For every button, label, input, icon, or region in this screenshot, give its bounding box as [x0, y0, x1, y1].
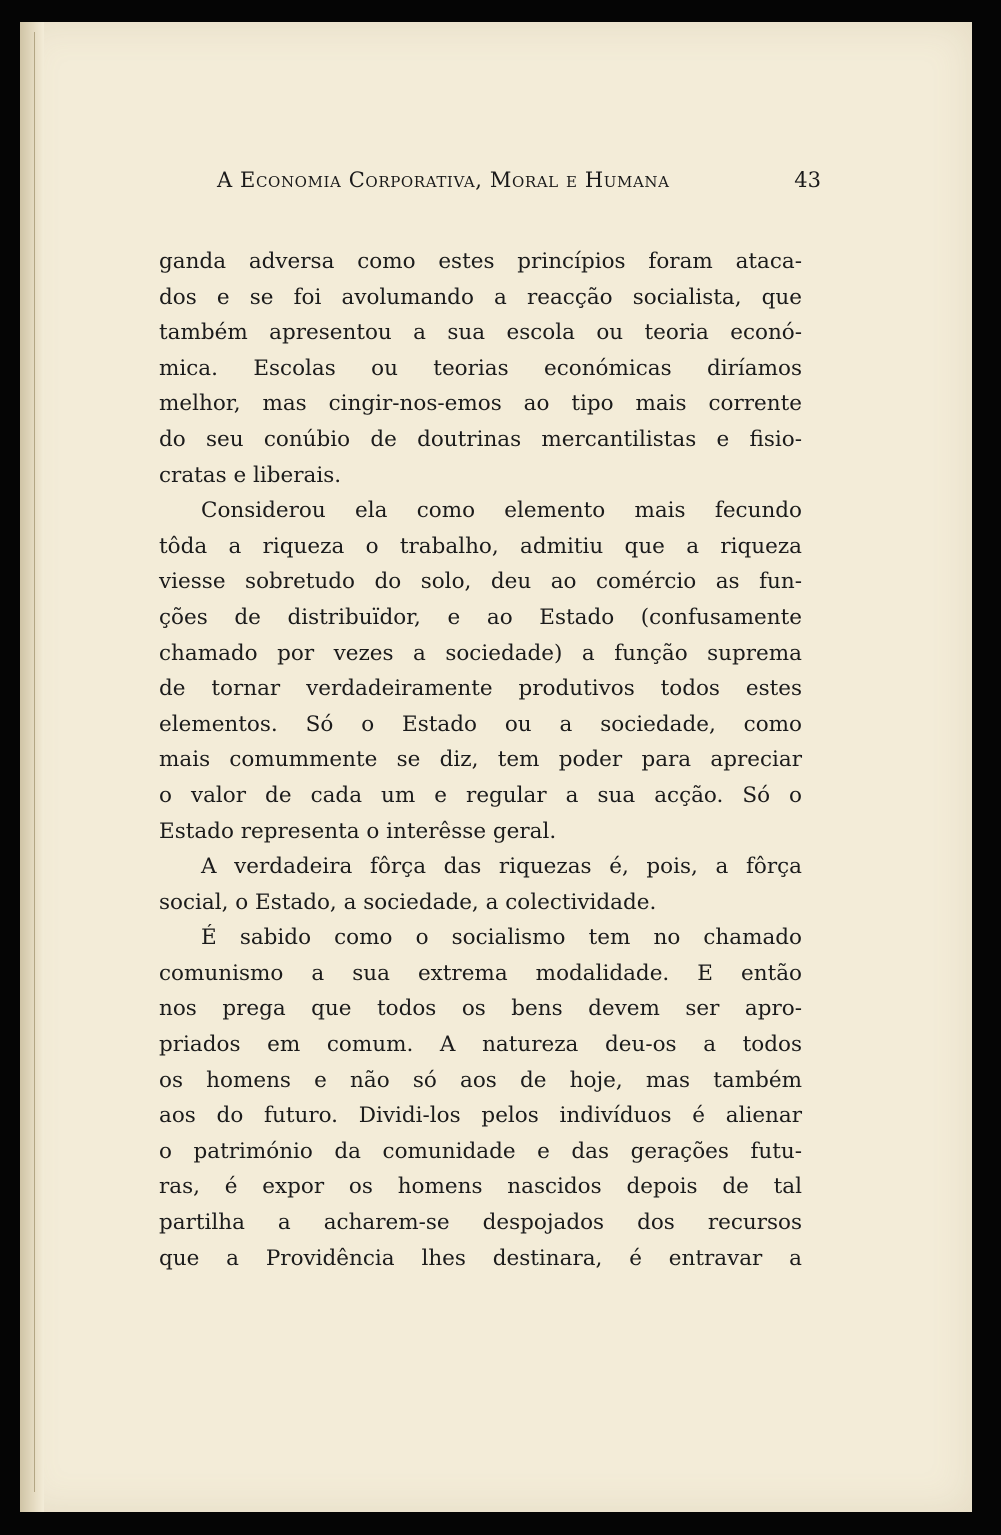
- text-line: os homens e não só aos de hoje, mas também: [159, 1067, 802, 1093]
- text-line: priados em comum. A natureza deu-os a todos: [159, 1032, 802, 1058]
- text-line: partilha a acharem-se despojados dos recursos: [159, 1210, 802, 1236]
- text-line: dos e se foi avolumando a reacção socialista, que: [159, 284, 802, 310]
- text-line: viesse sobretudo do solo, deu ao comércio as fun-: [159, 569, 802, 595]
- text-line: tôda a riqueza o trabalho, admitiu que a riqueza: [159, 533, 802, 559]
- text-line: cratas e liberais.: [159, 462, 342, 488]
- text-line: também apresentou a sua escola ou teoria econó-: [159, 320, 802, 346]
- gutter-fold-line: [34, 32, 35, 1492]
- text-line: do seu conúbio de doutrinas mercantilistas e fisio-: [159, 426, 802, 452]
- text-line: melhor, mas cingir-nos-emos ao tipo mais corrente: [159, 391, 802, 417]
- text-line: de tornar verdadeiramente produtivos todos estes: [159, 676, 802, 702]
- running-title: A Economia Corporativa, Moral e Humana: [217, 168, 670, 192]
- text-line: mica. Escolas ou teorias económicas diríamos: [159, 355, 802, 381]
- text-line: chamado por vezes a sociedade) a função suprema: [159, 640, 802, 666]
- text-line: o valor de cada um e regular a sua acção. Só o: [159, 782, 802, 808]
- book-page: [20, 22, 972, 1512]
- text-line: o património da comunidade e das gerações futu-: [159, 1138, 802, 1164]
- text-line: É sabido como o socialismo tem no chamado: [201, 925, 802, 951]
- page-gutter: [20, 22, 44, 1512]
- text-line: aos do futuro. Dividi-los pelos indivíduos é alienar: [159, 1103, 802, 1129]
- text-line: A verdadeira fôrça das riquezas é, pois, a fôrça: [201, 854, 802, 880]
- page-header: [217, 168, 821, 202]
- text-line: elementos. Só o Estado ou a sociedade, como: [159, 711, 802, 737]
- text-line: Considerou ela como elemento mais fecundo: [201, 498, 802, 524]
- text-line: ras, é expor os homens nascidos depois de tal: [159, 1174, 802, 1200]
- text-line: ções de distribuïdor, e ao Estado (confusamente: [159, 604, 802, 630]
- text-line: comunismo a sua extrema modalidade. E então: [159, 960, 802, 986]
- text-line: mais comummente se diz, tem poder para apreciar: [159, 747, 802, 773]
- text-line: nos prega que todos os bens devem ser apro-: [159, 996, 802, 1022]
- text-line: Estado representa o interêsse geral.: [159, 818, 557, 844]
- page-number: 43: [794, 168, 821, 192]
- text-line: ganda adversa como estes princípios foram ataca-: [159, 249, 802, 274]
- text-line: que a Providência lhes destinara, é entravar a: [159, 1245, 802, 1271]
- text-line: social, o Estado, a sociedade, a colectividade.: [159, 889, 657, 915]
- body-text: [159, 244, 802, 1276]
